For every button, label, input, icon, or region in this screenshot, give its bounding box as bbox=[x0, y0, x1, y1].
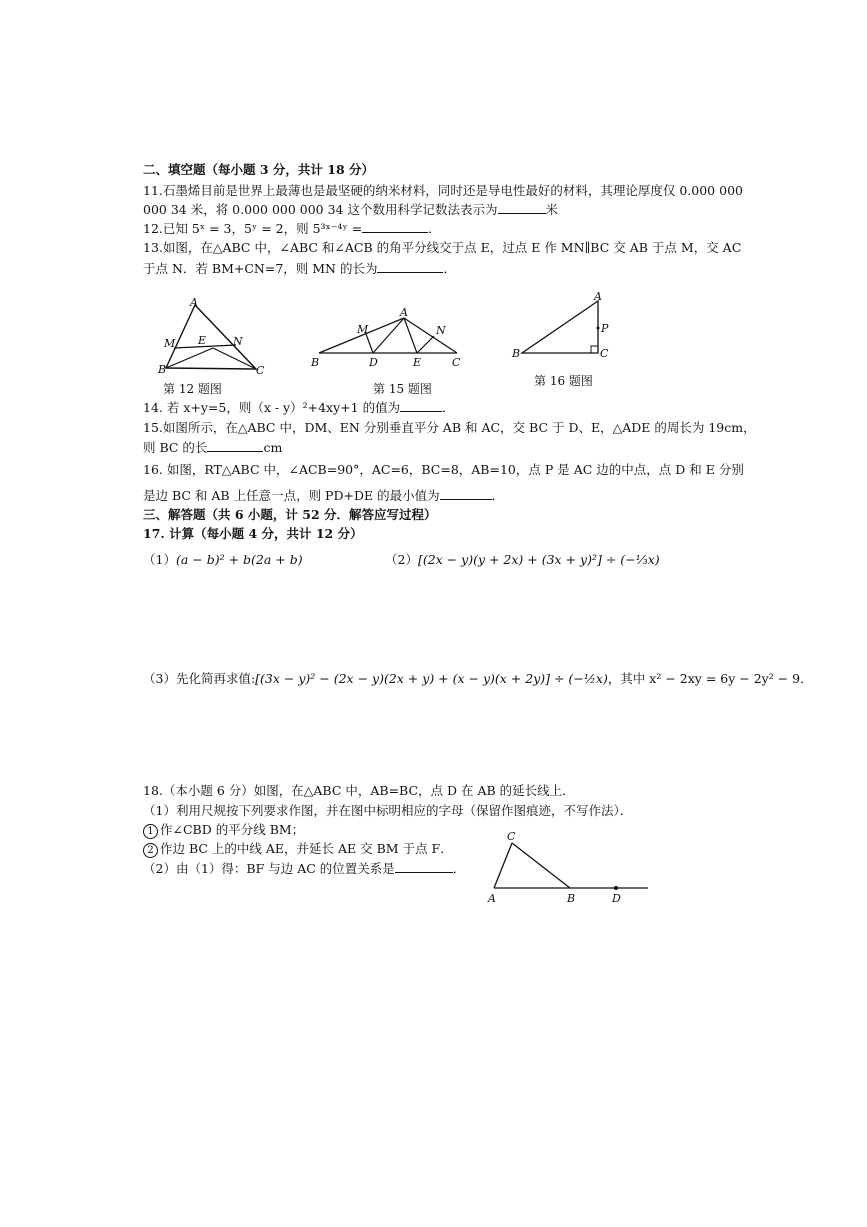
fig18-label-C: C bbox=[507, 830, 516, 843]
q17-2 bbox=[385, 552, 660, 568]
fig15-label-A: A bbox=[400, 306, 408, 319]
q11-text: 000 34 米，将 0.000 000 000 34 这个数用科学记数法表示为 bbox=[143, 202, 498, 217]
q13-line1: 13.如图，在△ABC 中，∠ABC 和∠ACB 的角平分线交于点 E，过点 E 作 MN∥BC 交 AB 于点 M，交 AC bbox=[143, 240, 742, 255]
q18-part1a bbox=[143, 822, 304, 839]
q14-period: ． bbox=[442, 400, 455, 415]
q16-line1: 16. 如图，RT△ABC 中，∠ACB=90°，AC=6，BC=8，AB=10，点 P 是 AC 边的中点，点 D 和 E 分别 bbox=[143, 462, 744, 477]
q11-line2 bbox=[143, 201, 558, 218]
fig12-label-N: N bbox=[233, 335, 243, 348]
q15-answer-blank[interactable] bbox=[207, 439, 263, 452]
fig18-label-A: A bbox=[488, 892, 496, 905]
q17-1-label: （1） bbox=[143, 552, 176, 567]
figure-16 bbox=[510, 290, 620, 365]
q13-text: 于点 N．若 BM+CN=7，则 MN 的长为 bbox=[143, 261, 378, 276]
section3-header: 三、解答题（共 6 小题，计 52 分．解答应写过程） bbox=[143, 507, 437, 522]
figure-16-caption: 第 16 题图 bbox=[534, 374, 593, 388]
q17-1 bbox=[143, 552, 303, 568]
q18-header: 18.（本小题 6 分）如图，在△ABC 中，AB=BC，点 D 在 AB 的延长线上． bbox=[143, 783, 575, 798]
fig15-label-C: C bbox=[452, 356, 461, 369]
q13-answer-blank[interactable] bbox=[377, 260, 443, 273]
fig15-label-B: B bbox=[311, 356, 320, 369]
q16-line2 bbox=[143, 487, 504, 504]
q17-2-label: （2） bbox=[385, 552, 418, 567]
q15-line2 bbox=[143, 439, 282, 456]
q17-3-expr: [(3x − y)² − (2x − y)(2x + y) + (x − y)(x + 2y)] ÷ (−½x) bbox=[255, 671, 608, 686]
q18-part2-text: （2）由（1）得：BF 与边 AC 的位置关系是 bbox=[143, 861, 395, 876]
fig12-label-E: E bbox=[198, 334, 207, 347]
q17-header: 17. 计算（每小题 4 分，共计 12 分） bbox=[143, 526, 363, 541]
q11-answer-blank[interactable] bbox=[498, 201, 546, 214]
figure-15-caption: 第 15 题图 bbox=[373, 382, 432, 396]
fig16-label-A: A bbox=[594, 290, 602, 303]
q17-3 bbox=[143, 671, 813, 687]
figure-18 bbox=[480, 826, 655, 906]
q11-line1: 11.石墨烯目前是世界上最薄也是最坚硬的纳米材料，同时还是导电性最好的材料，其理论厚度仅 0.000 000 bbox=[143, 183, 743, 198]
fig15-label-M: M bbox=[357, 323, 369, 336]
fig18-label-D: D bbox=[612, 892, 621, 905]
q18-part1: （1）利用尺规按下列要求作图，并在图中标明相应的字母（保留作图痕迹，不写作法）． bbox=[143, 803, 633, 818]
q18-part1b-text: 作边 BC 上的中线 AE，并延长 AE 交 BM 于点 F． bbox=[160, 841, 453, 856]
q18-period: ． bbox=[452, 861, 466, 876]
q17-3-label: （3）先化简再求值: bbox=[143, 671, 256, 686]
q13-period: ． bbox=[443, 261, 456, 276]
q16-period: ． bbox=[491, 488, 505, 503]
q13-line2 bbox=[143, 260, 456, 277]
q15-line1: 15.如图所示，在△ABC 中，DM、EN 分别垂直平分 AB 和 AC，交 BC 于 D、E，△ADE 的周长为 19cm， bbox=[143, 420, 756, 435]
q14-answer-blank[interactable] bbox=[400, 399, 442, 412]
fig16-label-B: B bbox=[512, 347, 521, 360]
fig15-label-N: N bbox=[436, 324, 446, 337]
fig15-label-D: D bbox=[369, 356, 378, 369]
q15-unit: cm bbox=[263, 440, 283, 455]
q17-1-expr: (a − b)² + b(2a + b) bbox=[175, 552, 303, 567]
figure-12-caption: 第 12 题图 bbox=[163, 382, 222, 396]
fig12-label-C: C bbox=[256, 364, 265, 377]
q12-answer-blank[interactable] bbox=[362, 220, 428, 233]
section2-header: 二、填空题（每小题 3 分，共计 18 分） bbox=[143, 162, 375, 177]
fig18-label-B: B bbox=[567, 892, 576, 905]
q16-answer-blank[interactable] bbox=[440, 487, 492, 500]
q17-2-expr: [(2x − y)(y + 2x) + (3x + y)²] ÷ (−⅓x) bbox=[417, 552, 660, 567]
q11-unit: 米 bbox=[545, 202, 559, 217]
q18-answer-blank[interactable] bbox=[395, 860, 453, 873]
circled-number-1: 1 bbox=[143, 824, 158, 839]
q18-part1b bbox=[143, 841, 453, 858]
figure-15 bbox=[307, 305, 467, 373]
q12-period: ． bbox=[428, 221, 441, 236]
fig12-label-B: B bbox=[158, 363, 167, 376]
fig12-label-A: A bbox=[190, 296, 198, 309]
q14-text: 14. 若 x+y=5，则（x - y）²+4xy+1 的值为 bbox=[143, 400, 401, 415]
fig15-label-E: E bbox=[413, 356, 422, 369]
q12-text: 12.已知 5ˣ = 3，5ʸ = 2，则 5³ˣ⁻⁴ʸ = bbox=[143, 221, 363, 236]
fig16-label-C: C bbox=[600, 347, 609, 360]
q12-line bbox=[143, 220, 441, 237]
q14-line bbox=[143, 399, 455, 416]
q17-3-condition: ，其中 x² − 2xy = 6y − 2y² − 9． bbox=[607, 671, 813, 686]
q16-text: 是边 BC 和 AB 上任意一点，则 PD+DE 的最小值为 bbox=[143, 488, 440, 503]
q18-part2 bbox=[143, 860, 465, 877]
fig12-label-M: M bbox=[164, 337, 176, 350]
figure-12 bbox=[158, 296, 268, 378]
circled-number-2: 2 bbox=[143, 843, 158, 858]
q18-part1a-text: 作∠CBD 的平分线 BM； bbox=[160, 822, 305, 837]
q15-text: 则 BC 的长 bbox=[143, 440, 208, 455]
fig16-label-P: P bbox=[601, 322, 609, 335]
